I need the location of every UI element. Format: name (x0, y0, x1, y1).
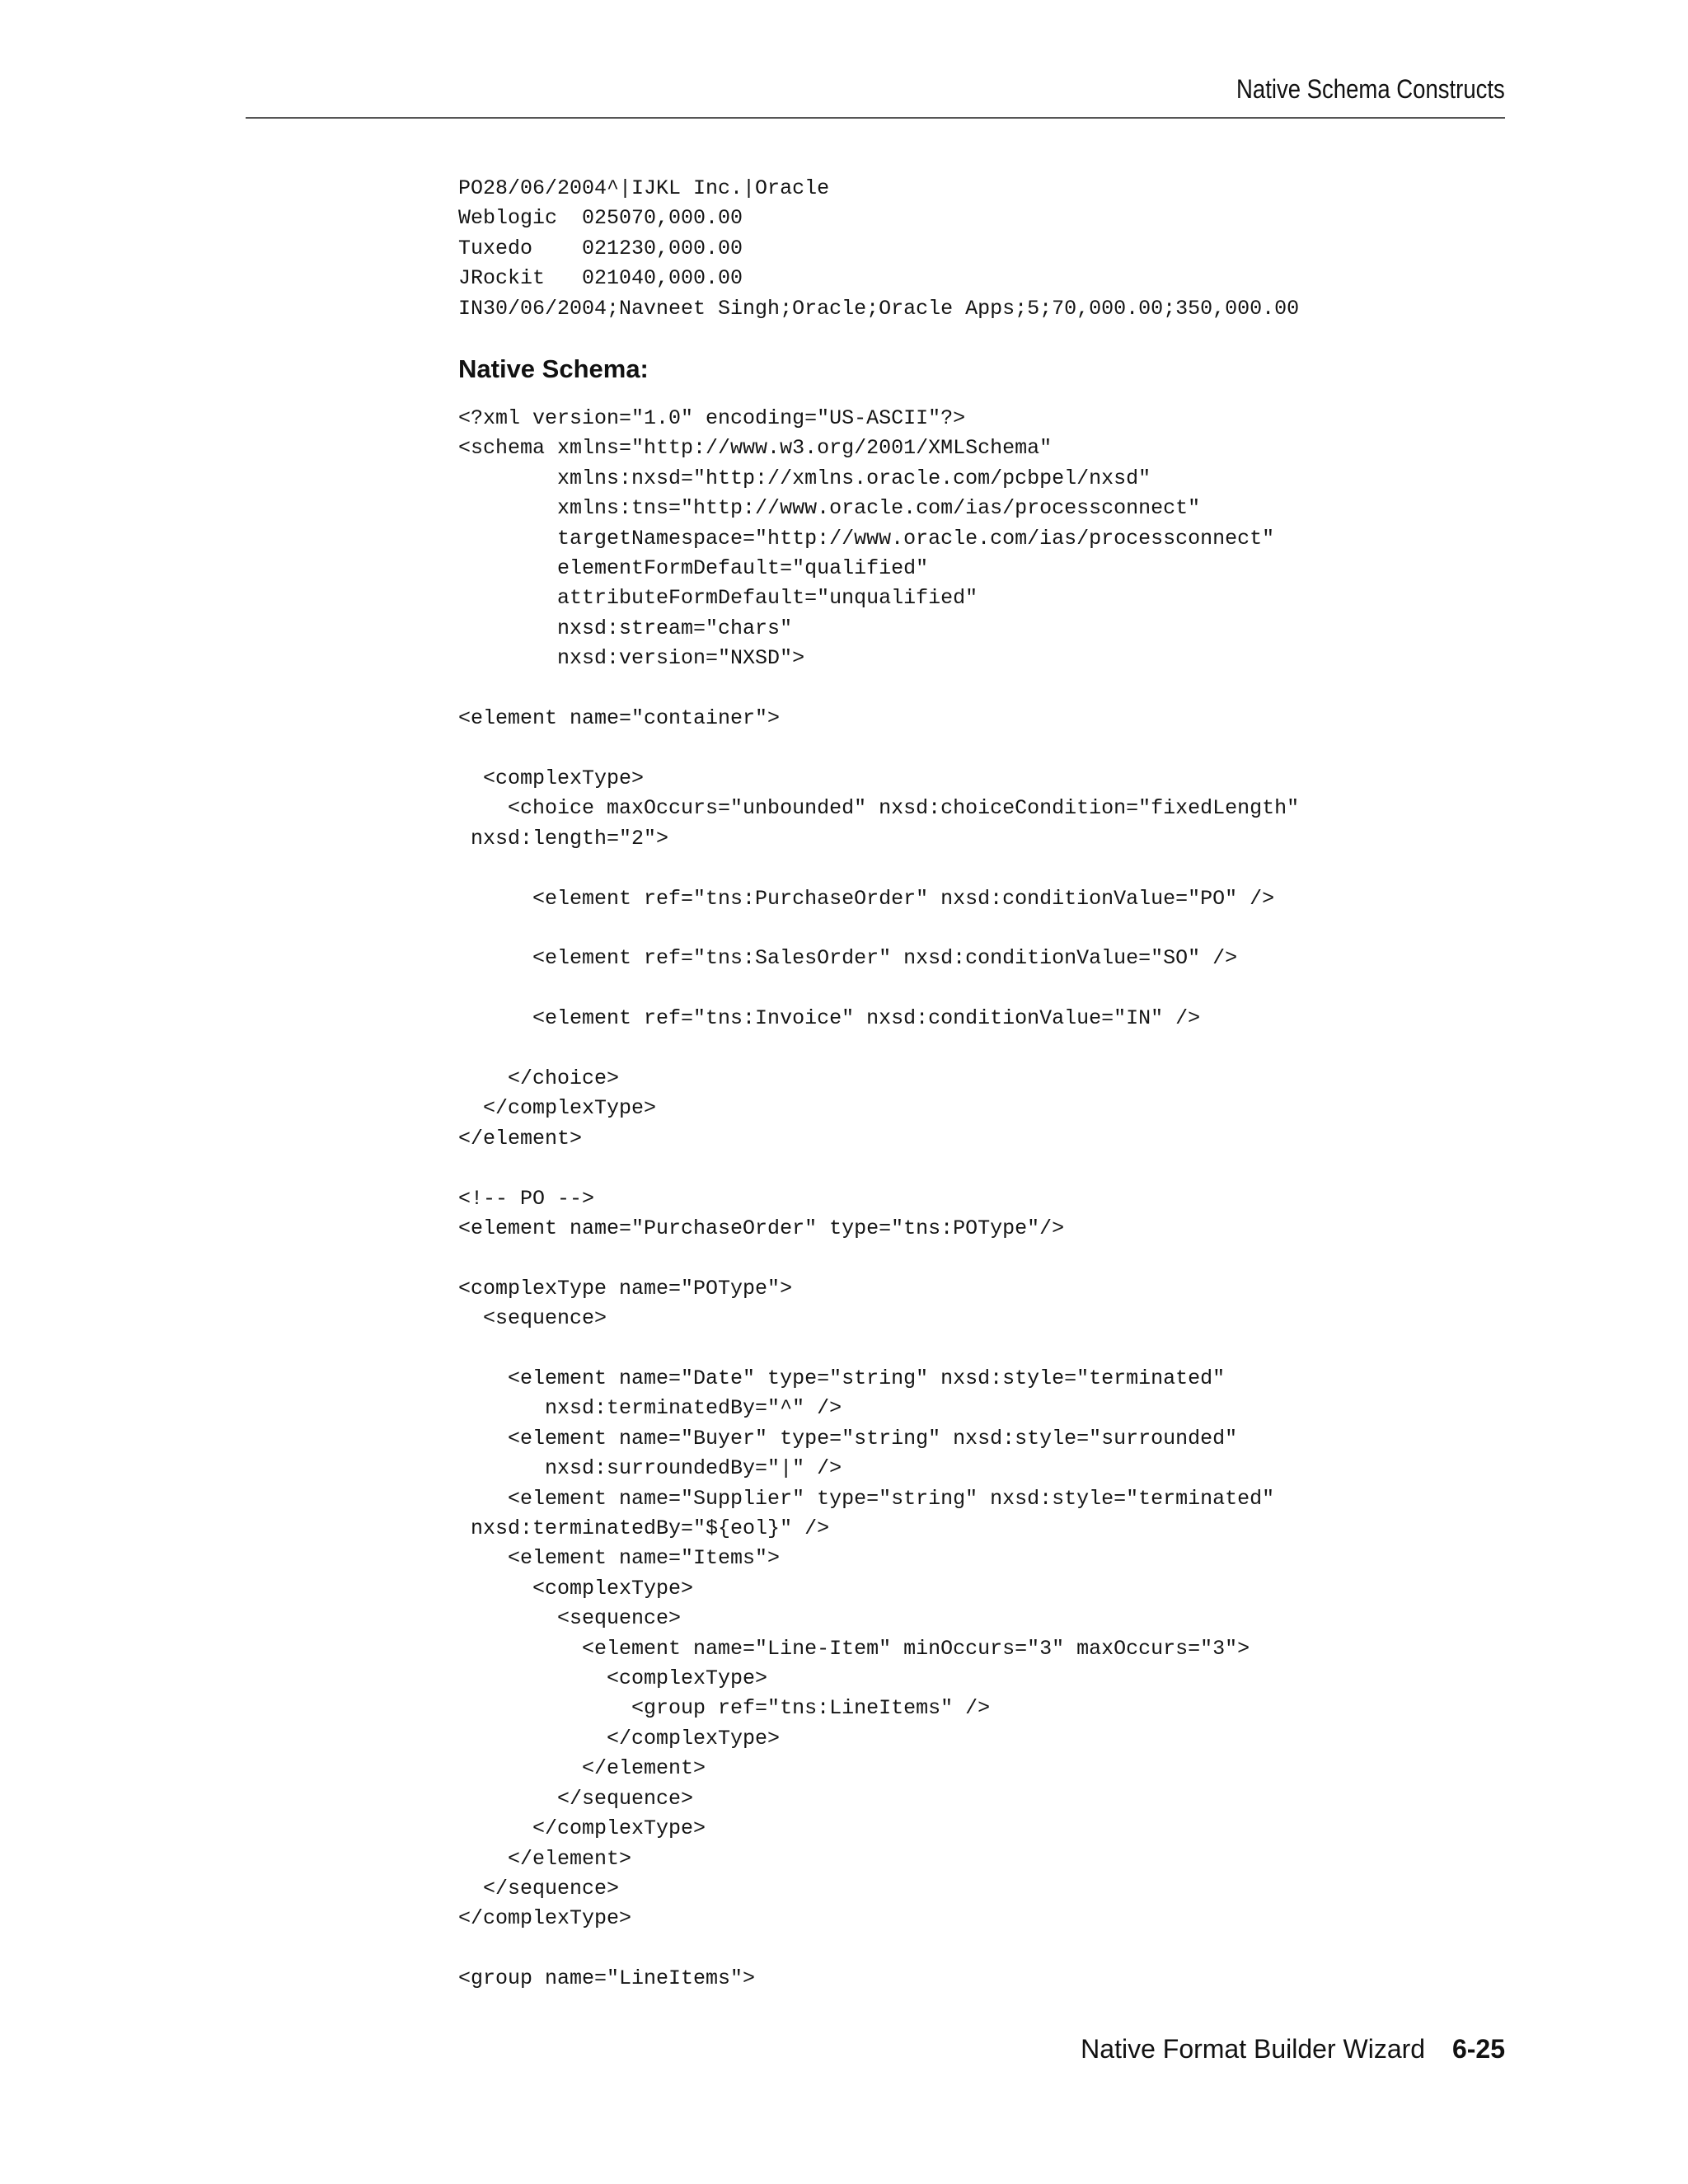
page-footer (1081, 2034, 1505, 2064)
sample-data-block: PO28/06/2004^|IJKL Inc.|Oracle Weblogic 025070,000.00 Tuxedo 021230,000.00 JRockit 021040,000.00 IN30/06/2004;Navneet Singh;Oracle;Oracle Apps;5;70,000.00;350,000.00 (458, 176, 1300, 321)
native-schema-code-block: <?xml version="1.0" encoding="US-ASCII"?> <schema xmlns="http://www.w3.org/2001/XMLSchema" xmlns:nxsd="http://xmlns.oracle.com/pcbpel/nxsd" xmlns:tns="http://www.oracle.com/ias/processconnect" targetNamespace="http://www.oracle.com/ias/processconnect" elementFormDefault="qualified" attributeFormDefault="unqualified" nxsd:stream="chars" nxsd:version="NXSD"> <element name="container"> <complexType> <choice maxOccurs="unbounded" nxsd:choiceCondition="fixedLength" nxsd:length="2"> <element ref="tns:PurchaseOrder" nxsd:conditionValue="PO" /> <element ref="tns:SalesOrder" nxsd:conditionValue="SO" /> <element ref="tns:Invoice" nxsd:conditionValue="IN" /> </choice> </complexType> </element> <!-- PO --> <element name="PurchaseOrder" type="tns:POType"/> <complexType name="POType"> <sequence> <element name="Date" type="string" nxsd:style="terminated" nxsd:terminatedBy="^" /> <element name="Buyer" type="string" nxsd:style="surrounded" nxsd:surroundedBy="|" /> <element name="Supplier" type="string" nxsd:style="terminated" nxsd:terminatedBy="${eol}" /> <element name="Items"> <complexType> <sequence> <element name="Line-Item" minOccurs="3" maxOccurs="3"> <complexType> <group ref="tns:LineItems" /> </complexType> </element> </sequence> </complexType> </element> </sequence> </complexType> <group name="LineItems"> (458, 406, 1300, 1991)
page-number: 6-25 (1451, 2034, 1505, 2064)
page-header (246, 71, 1505, 119)
running-header-title: Native Schema Constructs (1236, 74, 1505, 104)
section-heading: Native Schema: (458, 354, 649, 383)
footer-title: Native Format Builder Wizard (1081, 2034, 1426, 2064)
